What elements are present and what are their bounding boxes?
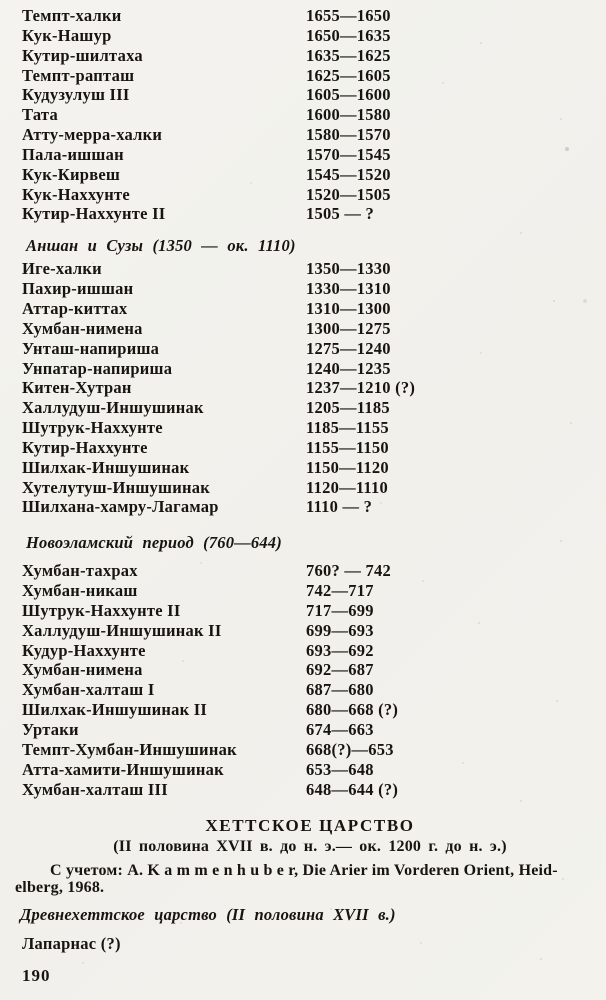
king-list-neo-elamite — [0, 561, 606, 799]
king-name: Лапарнас (?) — [22, 934, 121, 954]
king-row — [0, 165, 606, 185]
king-row — [0, 66, 606, 86]
king-name: Шилхак-Иншушинак II — [22, 700, 208, 720]
king-row — [0, 641, 606, 661]
king-name: Шилхак-Иншушинак — [22, 457, 190, 477]
reign-dates: 1275—1240 — [306, 338, 391, 358]
king-name: Хумбан-тахрах — [22, 561, 138, 581]
king-name: Хумбан-нимена — [22, 660, 143, 680]
king-row — [0, 497, 606, 517]
king-name: Аттар-киттах — [22, 298, 128, 318]
king-list-anshan-susa — [0, 259, 606, 517]
king-row — [0, 740, 606, 760]
king-row — [0, 259, 606, 279]
reign-dates: 1600—1580 — [306, 105, 391, 125]
king-row — [0, 378, 606, 398]
king-row — [0, 105, 606, 125]
hittite-kingdom-title: ХЕТТСКОЕ ЦАРСТВО — [205, 816, 415, 836]
reign-dates: 1625—1605 — [306, 65, 391, 85]
king-name: Кутир-Наххунте — [22, 437, 148, 457]
king-row — [0, 339, 606, 359]
king-row — [0, 204, 606, 224]
king-row — [0, 85, 606, 105]
source-note-line1: С учетом: А. K a m m e n h u b e r, Die Arier im Vorderen Orient, Heid- — [50, 862, 558, 880]
king-row — [0, 720, 606, 740]
reign-dates: 1330—1310 — [306, 279, 391, 299]
king-row — [0, 581, 606, 601]
king-row — [0, 145, 606, 165]
reign-dates: 1580—1570 — [306, 125, 391, 145]
hittite-kingdom-subtitle: (II половина XVII в. до н. э.— ок. 1200 г. до н. э.) — [113, 838, 507, 856]
source-note-line2: elberg, 1968. — [15, 878, 105, 896]
reign-dates: 648—644 (?) — [306, 779, 399, 799]
reign-dates: 1237—1210 (?) — [306, 378, 416, 398]
reign-dates: 1240—1235 — [306, 358, 391, 378]
king-name: Атту-мерра-халки — [22, 125, 163, 145]
reign-dates: 653—648 — [306, 759, 374, 779]
king-row — [0, 601, 606, 621]
reign-dates: 1300—1275 — [306, 318, 391, 338]
king-row — [0, 660, 606, 680]
reign-dates: 1520—1505 — [306, 184, 391, 204]
king-name: Иге-халки — [22, 259, 102, 279]
king-row — [0, 359, 606, 379]
reign-dates: 760? — 742 — [306, 561, 391, 581]
king-name: Тата — [22, 105, 58, 125]
king-row — [0, 319, 606, 339]
king-row — [0, 398, 606, 418]
king-name: Хумбан-халташ III — [22, 779, 168, 799]
king-row — [0, 125, 606, 145]
reign-dates: 1205—1185 — [306, 398, 390, 418]
reign-dates: 1545—1520 — [306, 164, 391, 184]
reign-dates: 1350—1330 — [306, 259, 391, 279]
king-row — [0, 279, 606, 299]
reign-dates: 1310—1300 — [306, 298, 391, 318]
reign-dates: 1110 — ? — [306, 497, 373, 517]
king-name: Хутелутуш-Иншушинак — [22, 477, 211, 497]
king-name: Кук-Наххунте — [22, 184, 130, 204]
king-name: Шилхана-хамру-Лагамар — [22, 497, 219, 517]
king-name: Кутир-Наххунте II — [22, 204, 166, 224]
king-row — [0, 561, 606, 581]
king-name: Пала-ишшан — [22, 144, 124, 164]
reign-dates: 1120—1110 — [306, 477, 389, 497]
king-name: Темпт-рапташ — [22, 65, 135, 85]
reign-dates: 1635—1625 — [306, 45, 391, 65]
king-name: Уртаки — [22, 720, 79, 739]
reign-dates: 1570—1545 — [306, 144, 391, 164]
king-name: Шутрук-Наххунте II — [22, 600, 181, 620]
king-name: Кудузулуш III — [22, 85, 130, 105]
reign-dates: 674—663 — [306, 720, 374, 739]
reign-dates: 693—692 — [306, 640, 374, 660]
king-name: Унташ-напириша — [22, 338, 160, 358]
king-name: Хумбан-никаш — [22, 581, 138, 601]
reign-dates: 668(?)—653 — [306, 739, 394, 759]
reign-dates: 699—693 — [306, 620, 374, 640]
king-name: Китен-Хутран — [22, 378, 132, 398]
reign-dates: 692—687 — [306, 660, 374, 680]
king-row — [0, 700, 606, 720]
king-row — [0, 418, 606, 438]
king-row — [0, 780, 606, 800]
king-row — [0, 760, 606, 780]
king-name: Шутрук-Наххунте — [22, 418, 163, 438]
king-row — [0, 185, 606, 205]
king-name: Атта-хамити-Иншушинак — [22, 759, 224, 779]
king-row — [0, 621, 606, 641]
reign-dates: 1650—1635 — [306, 25, 391, 45]
king-name: Халлудуш-Иншушинак — [22, 398, 204, 418]
reign-dates: 717—699 — [306, 600, 374, 620]
king-name: Темпт-халки — [22, 6, 122, 25]
section-heading-neo-elamite: Новоэламский период (760—644) — [26, 533, 282, 553]
reign-dates: 1155—1150 — [306, 437, 389, 457]
king-row — [0, 6, 606, 26]
king-name: Пахир-ишшан — [22, 279, 134, 299]
king-name: Кутир-шилтаха — [22, 45, 143, 65]
king-row — [0, 26, 606, 46]
reign-dates: 687—680 — [306, 680, 374, 700]
king-name: Хумбан-нимена — [22, 318, 143, 338]
king-name: Кук-Кирвеш — [22, 164, 121, 184]
king-row — [0, 438, 606, 458]
reign-dates: 1185—1155 — [306, 418, 389, 438]
king-name: Хумбан-халташ I — [22, 680, 155, 700]
king-name: Халлудуш-Иншушинак II — [22, 620, 222, 640]
reign-dates: 1505 — ? — [306, 204, 374, 224]
section-heading-old-hittite: Древнехеттское царство (II половина XVII в.) — [20, 905, 396, 925]
section-heading-anshan-susa: Аншан и Сузы (1350 — ок. 1110) — [26, 236, 296, 256]
king-name: Кудур-Наххунте — [22, 640, 146, 660]
king-row — [0, 934, 606, 954]
king-row — [0, 46, 606, 66]
reign-dates: 1150—1120 — [306, 457, 389, 477]
reign-dates: 742—717 — [306, 581, 374, 601]
reign-dates: 680—668 (?) — [306, 700, 399, 720]
reign-dates: 1655—1650 — [306, 6, 391, 25]
king-row — [0, 458, 606, 478]
king-row — [0, 299, 606, 319]
king-name: Кук-Нашур — [22, 25, 112, 45]
source-note — [15, 863, 606, 896]
king-list-sukkalmah — [0, 6, 606, 224]
king-name: Темпт-Хумбан-Иншушинак — [22, 739, 237, 759]
king-name: Унпатар-напириша — [22, 358, 173, 378]
reign-dates: 1605—1600 — [306, 85, 391, 105]
king-row — [0, 478, 606, 498]
king-row — [0, 680, 606, 700]
page-number: 190 — [22, 966, 51, 985]
